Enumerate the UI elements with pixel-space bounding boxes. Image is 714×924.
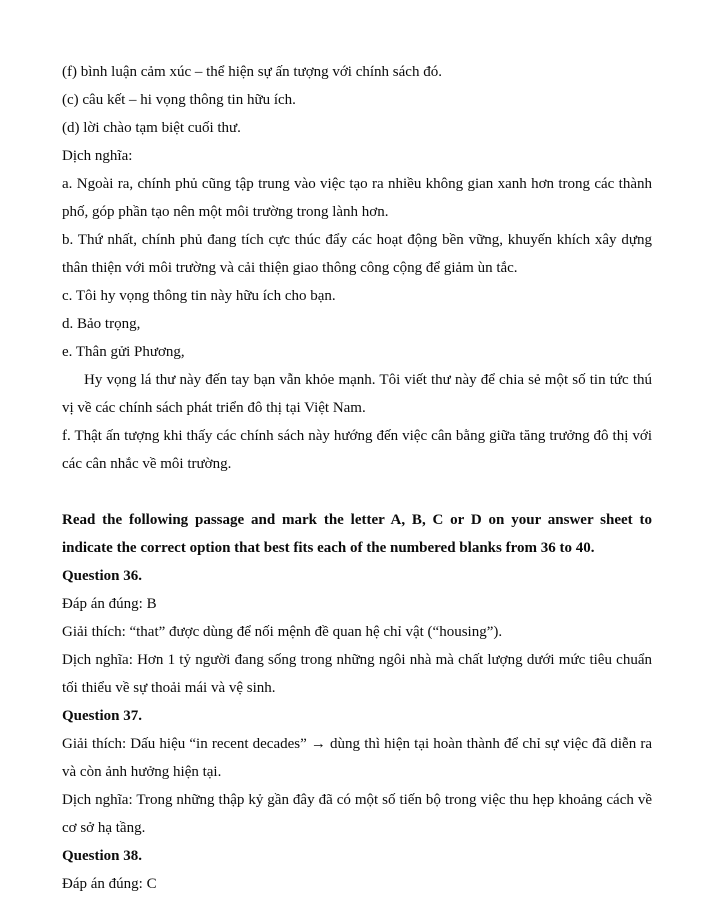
translation-f: f. Thật ấn tượng khi thấy các chính sách này hướng đến việc cân bằng giữa tăng trưởng đô thị với các cân nhắc về môi trường. bbox=[62, 428, 652, 472]
item-c-note: (c) câu kết – hi vọng thông tin hữu ích. bbox=[62, 92, 296, 108]
item-f-note: (f) bình luận cảm xúc – thể hiện sự ấn tượng với chính sách đó. bbox=[62, 64, 442, 80]
translation-e: e. Thân gửi Phương, bbox=[62, 344, 185, 360]
item-d-note: (d) lời chào tạm biệt cuối thư. bbox=[62, 120, 241, 136]
question-37-explanation: Giải thích: Dấu hiệu “in recent decades” → dùng thì hiện tại hoàn thành để chỉ sự việc đã diễn ra và còn ảnh hưởng hiện tại. bbox=[62, 736, 652, 780]
question-37-heading: Question 37. bbox=[62, 708, 143, 724]
question-36-answer: Đáp án đúng: B bbox=[62, 596, 157, 612]
question-38-heading: Question 38. bbox=[62, 848, 143, 864]
question-38-answer: Đáp án đúng: C bbox=[62, 876, 157, 892]
translation-e-body: Hy vọng lá thư này đến tay bạn vẫn khỏe mạnh. Tôi viết thư này để chia sẻ một số tin tức thú vị về các chính sách phát triển đô thị tại Việt Nam. bbox=[62, 372, 652, 416]
translation-d: d. Bảo trọng, bbox=[62, 316, 141, 332]
translation-c: c. Tôi hy vọng thông tin này hữu ích cho bạn. bbox=[62, 288, 336, 304]
translation-b: b. Thứ nhất, chính phủ đang tích cực thúc đẩy các hoạt động bền vững, khuyến khích xây dựng thân thiện với môi trường và cải thiện giao thông công cộng để giảm ùn tắc. bbox=[62, 232, 652, 276]
translation-heading: Dịch nghĩa: bbox=[62, 148, 133, 164]
question-36-explanation: Giải thích: “that” được dùng để nối mệnh đề quan hệ chỉ vật (“housing”). bbox=[62, 624, 503, 640]
question-37-translation: Dịch nghĩa: Trong những thập kỷ gần đây đã có một số tiến bộ trong việc thu hẹp khoảng cách về cơ sở hạ tầng. bbox=[62, 792, 652, 836]
paragraph-spacer bbox=[62, 478, 652, 506]
translation-a: a. Ngoài ra, chính phủ cũng tập trung vào việc tạo ra nhiều không gian xanh hơn trong các thành phố, góp phần tạo nên một môi trường trong lành hơn. bbox=[62, 176, 652, 220]
question-36-translation: Dịch nghĩa: Hơn 1 tỷ người đang sống trong những ngôi nhà mà chất lượng dưới mức tiêu chuẩn tối thiểu về sự thoải mái và vệ sinh. bbox=[62, 652, 652, 696]
document-body bbox=[62, 58, 652, 898]
question-36-heading: Question 36. bbox=[62, 568, 143, 584]
section-instruction: Read the following passage and mark the letter A, B, C or D on your answer sheet to indicate the correct option that best fits each of the numbered blanks from 36 to 40. bbox=[62, 512, 652, 556]
